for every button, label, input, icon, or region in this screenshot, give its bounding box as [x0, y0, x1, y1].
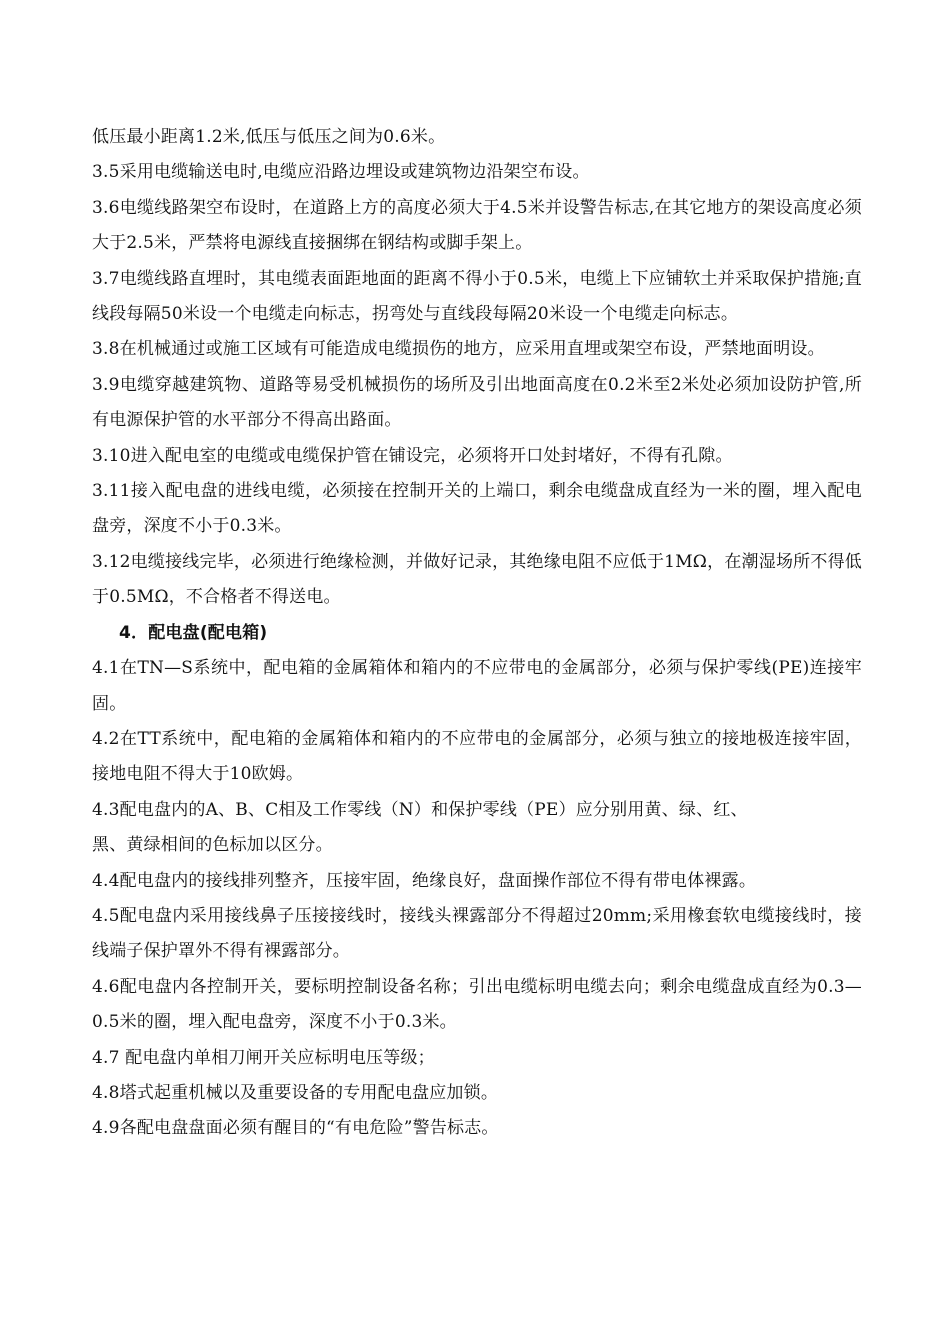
paragraph-4-6: 4.6配电盘内各控制开关，要标明控制设备名称；引出电缆标明电缆去向；剩余电缆盘成直经为0.3—0.5米的圈，埋入配电盘旁，深度不小于0.3米。: [92, 976, 862, 1033]
paragraph-3-10: 3.10进入配电室的电缆或电缆保护管在铺设完，必须将开口处封堵好，不得有孔隙。: [92, 445, 733, 466]
document-body: [92, 120, 862, 1147]
paragraph-4-2: 4.2在TT系统中，配电箱的金属箱体和箱内的不应带电的金属部分，必须与独立的接地极连接牢固，接地电阻不得大于10欧姆。: [92, 728, 862, 785]
paragraph-3-4-continued: 低压最小距离1.2米,低压与低压之间为0.6米。: [92, 127, 446, 147]
paragraph-3-12: 3.12电缆接线完毕，必须进行绝缘检测，并做好记录，其绝缘电阻不应低于1MΩ，在潮湿场所不得低于0.5MΩ，不合格者不得送电。: [92, 551, 862, 608]
paragraph-3-7: 3.7电缆线路直埋时，其电缆表面距地面的距离不得小于0.5米，电缆上下应铺软土并采取保护措施;直线段每隔50米设一个电缆走向标志，拐弯处与直线段每隔20米设一个电缆走向标志。: [92, 268, 862, 325]
paragraph-3-8: 3.8在机械通过或施工区域有可能造成电缆损伤的地方，应采用直埋或架空布设，严禁地面明设。: [92, 339, 825, 360]
paragraph-3-9: 3.9电缆穿越建筑物、道路等易受机械损伤的场所及引出地面高度在0.2米至2米处必须加设防护管,所有电源保护管的水平部分不得高出路面。: [92, 374, 862, 431]
paragraph-4-1: 4.1在TN—S系统中，配电箱的金属箱体和箱内的不应带电的金属部分，必须与保护零线(PE)连接牢固。: [92, 658, 862, 714]
paragraph-4-5: 4.5配电盘内采用接线鼻子压接接线时，接线头裸露部分不得超过20mm;采用橡套软电缆接线时，接线端子保护罩外不得有裸露部分。: [92, 905, 862, 962]
paragraph-4-7: 4.7 配电盘内单相刀闸开关应标明电压等级；: [92, 1047, 435, 1068]
paragraph-3-11: 3.11接入配电盘的进线电缆，必须接在控制开关的上端口，剩余电缆盘成直经为一米的圈，埋入配电盘旁，深度不小于0.3米。: [92, 481, 862, 537]
paragraph-4-3-continued: 黑、黄绿相间的色标加以区分。: [92, 835, 333, 856]
paragraph-4-9: 4.9各配电盘盘面必须有醒目的“有电危险”警告标志。: [92, 1118, 499, 1139]
paragraph-3-6: 3.6电缆线路架空布设时，在道路上方的高度必须大于4.5米并设警告标志,在其它地方的架设高度必须大于2.5米，严禁将电源线直接捆绑在钢结构或脚手架上。: [92, 197, 862, 254]
paragraph-3-5: 3.5采用电缆输送电时,电缆应沿路边埋设或建筑物边沿架空布设。: [92, 162, 590, 183]
paragraph-4-8: 4.8塔式起重机械以及重要设备的专用配电盘应加锁。: [92, 1082, 499, 1103]
section-4-heading: 4．配电盘(配电箱): [119, 622, 268, 643]
paragraph-4-4: 4.4配电盘内的接线排列整齐，压接牢固，绝缘良好，盘面操作部位不得有带电体裸露。: [92, 870, 757, 891]
paragraph-4-3: 4.3配电盘内的A、B、C相及工作零线（N）和保护零线（PE）应分别用黄、绿、红、: [92, 799, 748, 820]
